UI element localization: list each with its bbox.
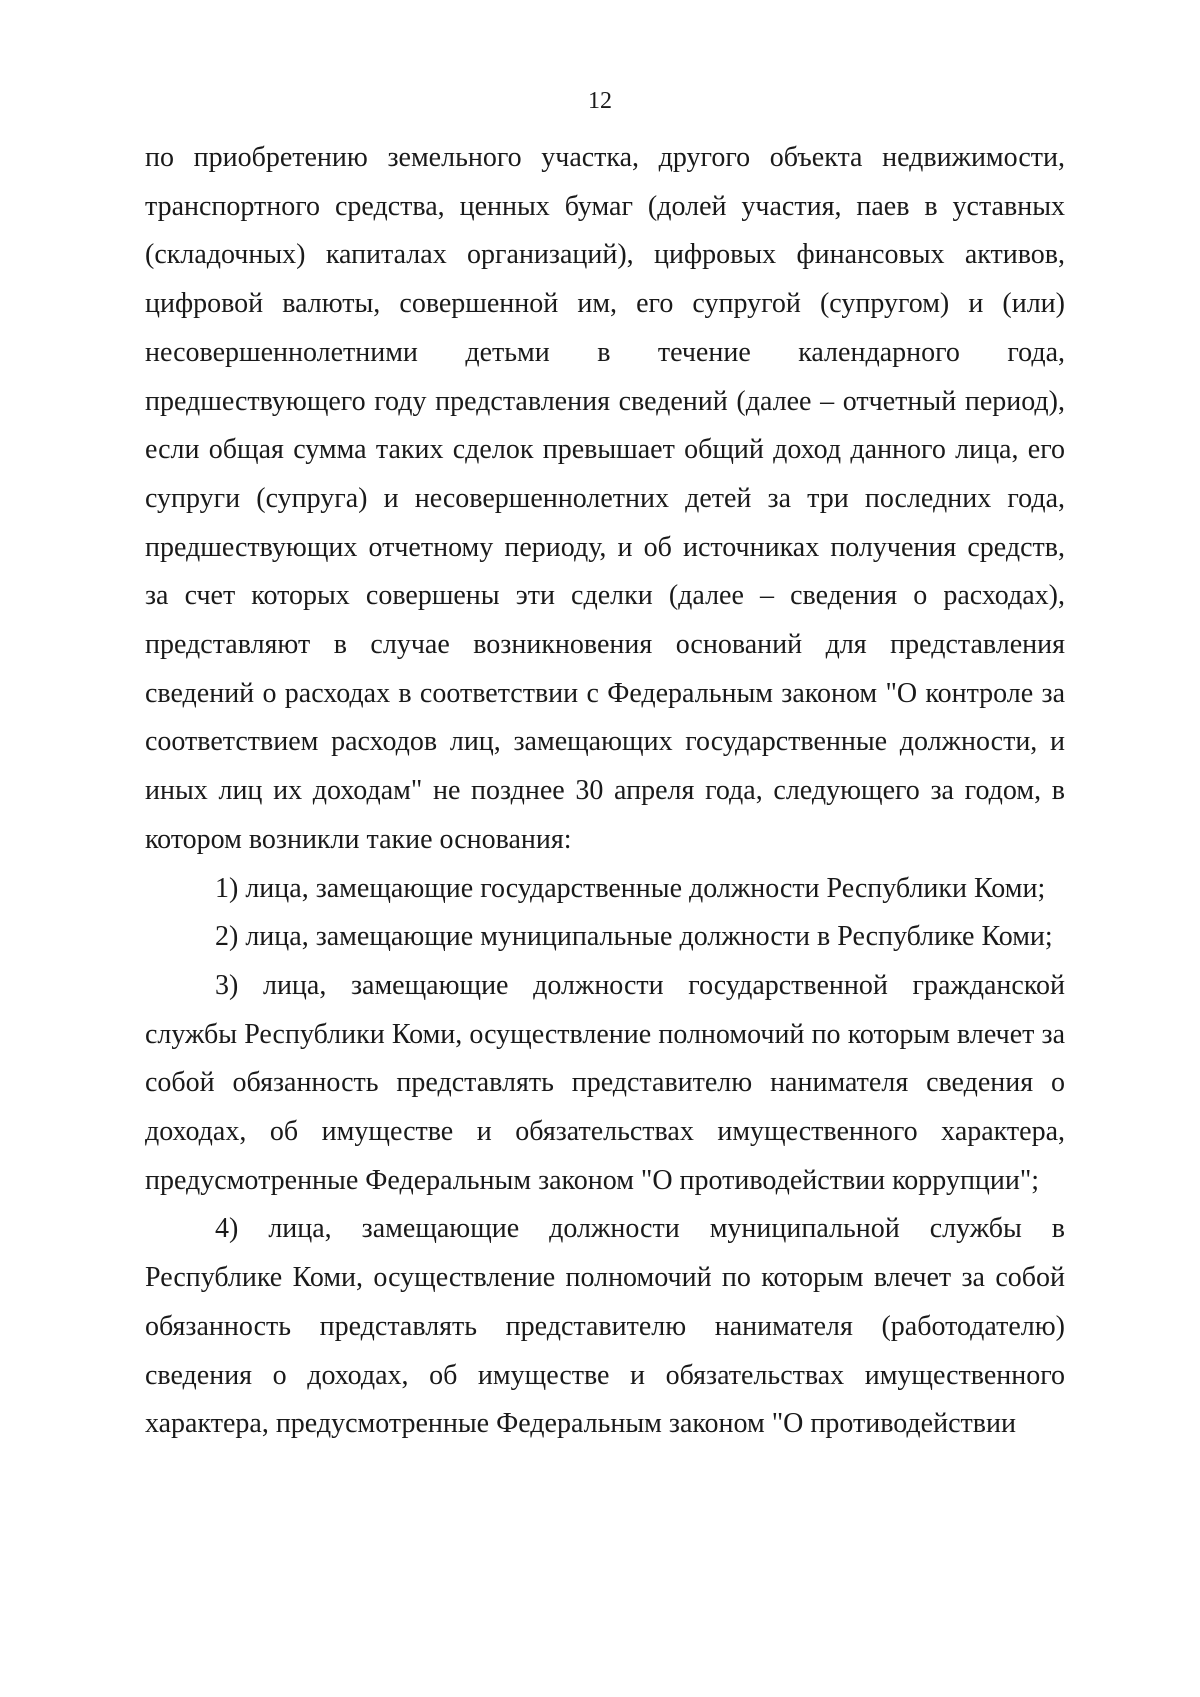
document-body xyxy=(145,134,1065,1449)
list-item-2: 2) лица, замещающие муниципальные должности в Республике Коми; xyxy=(215,921,1053,953)
list-item-1: 1) лица, замещающие государственные должности Республики Коми; xyxy=(215,872,1046,904)
list-item-3: 3) лица, замещающие должности государственной гражданской службы Республики Коми, осуществление полномочий по которым влечет за собой обязанность представлять представителю нанимателя сведения о доходах, об имуществе и обязательствах имущественного характера, предусмотренные Федеральным законом "О противодействии коррупции"; xyxy=(145,969,1065,1196)
paragraph-intro: по приобретению земельного участка, другого объекта недвижимости, транспортного средства, ценных бумаг (долей участия, паев в уставных (складочных) капиталах организаций), цифровых финансовых активов, цифровой валюты, совершенной им, его супругой (супругом) и (или) несовершеннолетними детьми в течение календарного года, предшествующего году представления сведений (далее – отчетный период), если общая сумма таких сделок превышает общий доход данного лица, его супруги (супруга) и несовершеннолетних детей за три последних года, предшествующих отчетному периоду, и об источниках получения средств, за счет которых совершены эти сделки (далее – сведения о расходах), представляют в случае возникновения оснований для представления сведений о расходах в соответствии с Федеральным законом "О контроле за соответствием расходов лиц, замещающих государственные должности, и иных лиц их доходам" не позднее 30 апреля года, следующего за годом, в котором возникли такие основания: xyxy=(145,142,1065,855)
list-item-4: 4) лица, замещающие должности муниципальной службы в Республике Коми, осуществление полномочий по которым влечет за собой обязанность представлять представителю нанимателя (работодателю) сведения о доходах, об имуществе и обязательствах имущественного характера, предусмотренные Федеральным законом "О противодействии xyxy=(145,1213,1065,1440)
page-number: 12 xyxy=(588,88,612,114)
